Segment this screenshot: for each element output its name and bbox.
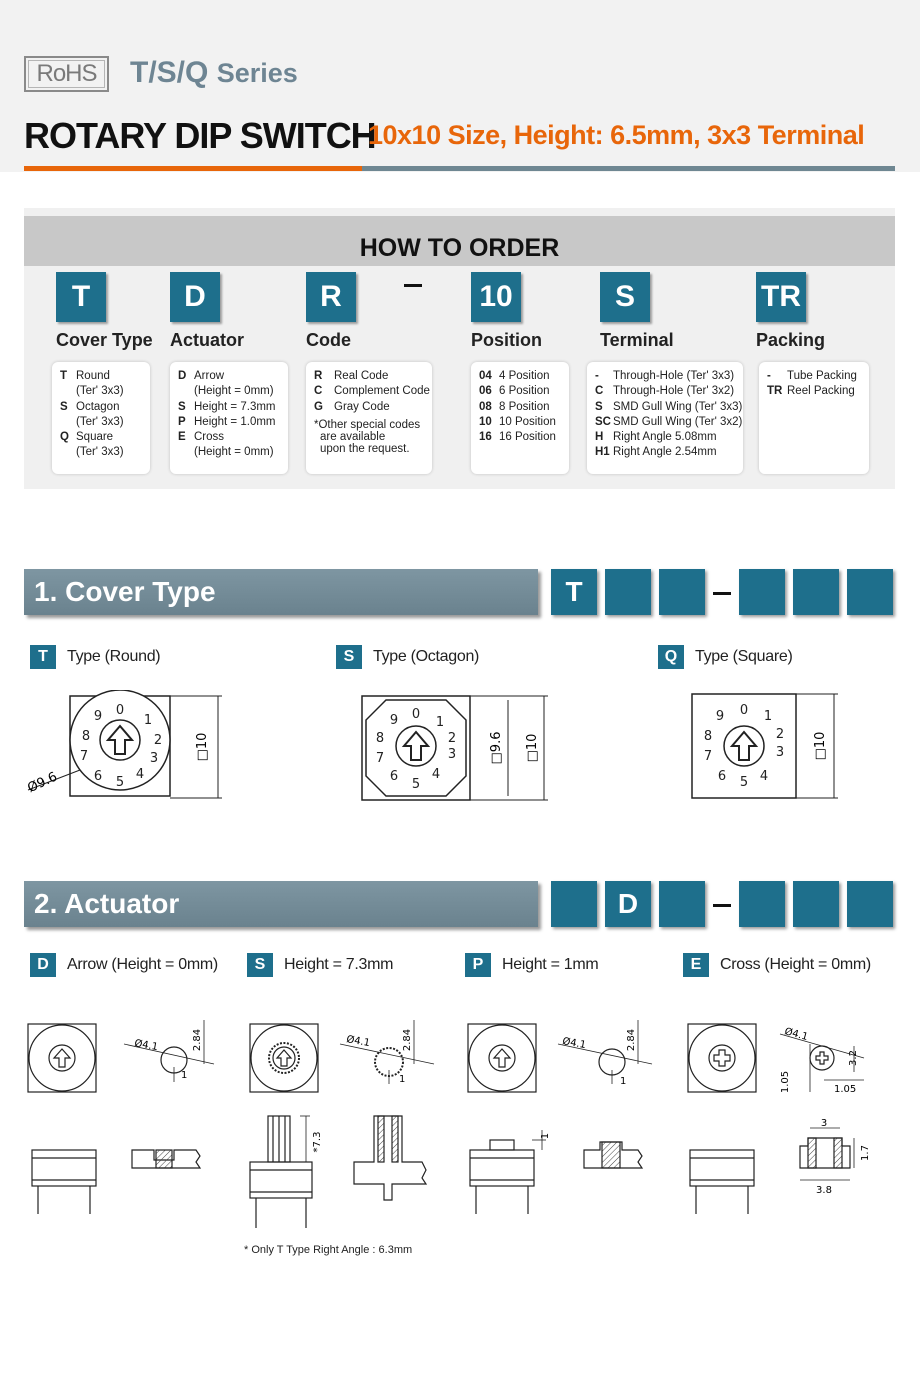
series-title — [130, 56, 298, 90]
code-box-3 — [659, 569, 705, 615]
actuator-p-label: Height = 1mm — [502, 956, 599, 973]
dim-w3: 3 — [820, 1118, 828, 1129]
code-box-2: D — [605, 881, 651, 927]
dim-d41: Ø4.1 — [561, 1036, 587, 1052]
cover-s-label: Type (Octagon) — [373, 648, 480, 665]
svg-text:3: 3 — [447, 747, 457, 762]
order-col-label: Packing — [756, 330, 826, 350]
actuator-options: D Arrow (Height = 0mm) S Height = 7.3mm P Height = 1.0mm E Cross (Height = 0mm) — [170, 362, 288, 474]
order-col-label: Cover Type — [56, 330, 153, 350]
dim-h17: 1.7 — [860, 1145, 871, 1161]
dim-h284: 2.84 — [626, 1028, 637, 1052]
order-separator-dash — [404, 284, 422, 287]
svg-text:8: 8 — [81, 729, 91, 744]
order-col-packing — [756, 272, 826, 350]
cover-q-label: Type (Square) — [695, 648, 793, 665]
code-box-4 — [739, 569, 785, 615]
actuator-p-badge: P — [465, 953, 491, 977]
actuator-e-label: Cross (Height = 0mm) — [720, 956, 871, 973]
order-code-badge: R — [306, 272, 356, 322]
cover-s-badge: S — [336, 645, 362, 669]
svg-text:0: 0 — [739, 703, 749, 718]
position-options: 04 4 Position 06 6 Position 08 8 Position 10 10 Position 16 16 Position — [471, 362, 569, 474]
actuator-d-label: Arrow (Height = 0mm) — [67, 956, 218, 973]
order-code-badge: T — [56, 272, 106, 322]
code-box-5 — [793, 569, 839, 615]
page-title: ROTARY DIP SWITCH — [24, 115, 376, 156]
order-col-position — [471, 272, 542, 350]
series-main: T/S/Q — [130, 56, 209, 89]
dim-square10: □10 — [813, 731, 828, 761]
code-box-5 — [793, 881, 839, 927]
svg-text:9: 9 — [93, 709, 103, 724]
svg-text:3: 3 — [149, 751, 159, 766]
code-box-1: T — [551, 569, 597, 615]
svg-text:5: 5 — [411, 777, 421, 792]
svg-text:1: 1 — [435, 715, 445, 730]
code-box-6 — [847, 881, 893, 927]
svg-text:3: 3 — [775, 745, 785, 760]
cover-t-label: Type (Round) — [67, 648, 161, 665]
svg-text:5: 5 — [115, 775, 125, 790]
page-subtitle: 10x10 Size, Height: 6.5mm, 3x3 Terminal — [368, 120, 865, 150]
dim-square10: □10 — [525, 733, 540, 763]
actuator-d-side-drawing — [24, 1110, 224, 1230]
svg-text:4: 4 — [431, 767, 441, 782]
order-code-badge: 10 — [471, 272, 521, 322]
actuator-footnote: * Only T Type Right Angle : 6.3mm — [244, 1244, 413, 1256]
svg-text:9: 9 — [715, 709, 725, 724]
dim-w105-2: 1.05 — [834, 1084, 857, 1095]
svg-text:7: 7 — [79, 749, 89, 764]
round-cover-drawing — [20, 690, 230, 810]
order-col-cover-type — [56, 272, 153, 350]
actuator-e-badge: E — [683, 953, 709, 977]
svg-text:1: 1 — [143, 713, 153, 728]
order-col-code — [306, 272, 356, 350]
actuator-d-badge: D — [30, 953, 56, 977]
code-box-4 — [739, 881, 785, 927]
code-box-6 — [847, 569, 893, 615]
order-col-label: Actuator — [170, 330, 245, 350]
terminal-options: - Through-Hole (Ter' 3x3) C Through-Hole (Ter' 3x2) S SMD Gull Wing (Ter' 3x3) SC SMD Gull Wing (Ter' 3x2) H Right Angle 5.08mm H1 Right Angle 2.54mm — [587, 362, 743, 474]
code-box-3 — [659, 881, 705, 927]
octagon-cover-drawing — [356, 690, 556, 810]
dim-d41: Ø4.1 — [345, 1034, 371, 1050]
header — [0, 0, 920, 172]
svg-text:2: 2 — [447, 731, 457, 746]
dim-one: 1 — [399, 1074, 406, 1085]
how-to-order-panel — [24, 208, 895, 489]
dim-one: 1 — [181, 1070, 188, 1081]
dim-w32: 3.2 — [848, 1050, 859, 1066]
svg-text:6: 6 — [93, 769, 103, 784]
actuator-s-side-drawing — [244, 1110, 444, 1240]
order-code-badge: S — [600, 272, 650, 322]
svg-text:8: 8 — [703, 729, 713, 744]
svg-text:9: 9 — [389, 713, 399, 728]
dim-h284: 2.84 — [192, 1028, 203, 1052]
header-divider-orange — [24, 166, 362, 171]
cover-q-badge: Q — [658, 645, 684, 669]
order-col-terminal — [600, 272, 674, 350]
svg-text:7: 7 — [375, 751, 385, 766]
svg-text:5: 5 — [739, 775, 749, 790]
order-col-label: Code — [306, 330, 351, 350]
cover-t-badge: T — [30, 645, 56, 669]
svg-text:0: 0 — [411, 707, 421, 722]
dim-w105: 1.05 — [780, 1070, 791, 1094]
code-options: R Real Code C Complement Code G Gray Code *Other special codes are available upon the request. — [306, 362, 432, 474]
dim-w38: 3.8 — [816, 1185, 832, 1196]
dim-h73: *7.3 — [312, 1131, 323, 1153]
packing-options: - Tube Packing TR Reel Packing — [759, 362, 869, 474]
series-word: Series — [216, 58, 298, 88]
code-separator-dash — [713, 592, 731, 595]
code-box-1 — [551, 881, 597, 927]
svg-text:2: 2 — [775, 727, 785, 742]
dim-dia96: Ø9.6 — [25, 769, 60, 797]
header-divider-grey — [362, 166, 895, 171]
code-separator-dash — [713, 904, 731, 907]
square-cover-drawing — [686, 688, 846, 808]
actuator-d-top-drawing — [24, 1012, 224, 1102]
actuator-s-top-drawing — [244, 1012, 444, 1102]
dim-one: 1 — [540, 1132, 551, 1140]
order-col-actuator — [170, 272, 245, 350]
svg-text:4: 4 — [759, 769, 769, 784]
actuator-s-label: Height = 7.3mm — [284, 956, 394, 973]
cover-type-options: T Round (Ter' 3x3) S Octagon (Ter' 3x3) Q Square (Ter' 3x3) — [52, 362, 150, 474]
svg-text:4: 4 — [135, 767, 145, 782]
order-code-badge: D — [170, 272, 220, 322]
svg-text:0: 0 — [115, 703, 125, 718]
order-code-badge: TR — [756, 272, 806, 322]
code-box-2 — [605, 569, 651, 615]
section-actuator-title: 2. Actuator — [24, 881, 538, 927]
svg-text:6: 6 — [389, 769, 399, 784]
svg-text:2: 2 — [153, 733, 163, 748]
svg-text:8: 8 — [375, 731, 385, 746]
svg-text:7: 7 — [703, 749, 713, 764]
rohs-logo: RoHS — [24, 56, 109, 92]
section-cover-type-title: 1. Cover Type — [24, 569, 538, 615]
how-to-order-title: HOW TO ORDER — [24, 216, 895, 266]
actuator-s-badge: S — [247, 953, 273, 977]
dim-h284: 2.84 — [402, 1028, 413, 1052]
svg-text:1: 1 — [763, 709, 773, 724]
actuator-p-top-drawing — [462, 1012, 662, 1102]
dim-d41: Ø4.1 — [783, 1026, 810, 1044]
order-col-label: Terminal — [600, 330, 674, 350]
svg-text:6: 6 — [717, 769, 727, 784]
dim-square10: □10 — [195, 732, 210, 762]
actuator-e-side-drawing — [684, 1110, 884, 1230]
dim-oct96: □9.6 — [489, 731, 504, 765]
actuator-p-side-drawing — [462, 1110, 662, 1230]
dim-d41: Ø4.1 — [133, 1038, 159, 1054]
actuator-e-top-drawing — [684, 1012, 884, 1102]
dim-one: 1 — [620, 1076, 627, 1087]
order-col-label: Position — [471, 330, 542, 350]
